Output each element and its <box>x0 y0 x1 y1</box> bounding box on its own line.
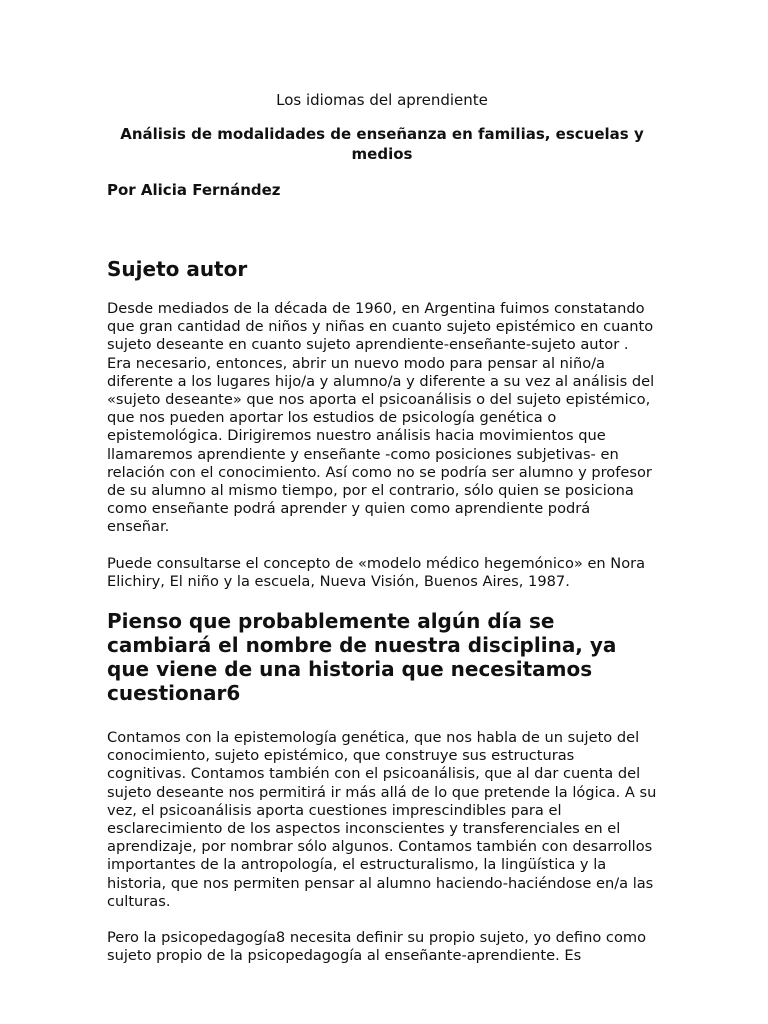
document-subtitle: Análisis de modalidades de enseñanza en familias, escuelas y medios <box>120 125 644 163</box>
body-paragraph-2: Puede consultarse el concepto de «modelo médico hegemónico» en Nora Elichiry, El niño y la escuela, Nueva Visión, Buenos Aires, 1987. <box>107 554 646 590</box>
section-heading-sujeto-autor: Sujeto autor <box>107 257 248 281</box>
body-paragraph-1: Desde mediados de la década de 1960, en Argentina fuimos constatando que gran cantidad de niños y niñas en cuanto sujeto epistémico en cuanto sujeto deseante en cuanto sujeto aprendiente-enseñante-sujeto autor . Era necesario, entonces, abrir un nuevo modo para pensar al niño/a diferente a los lugares hijo/a y alumno/a y diferente a su vez al análisis del «sujeto deseante» que nos aporta el psicoanálisis o del sujeto epistémico, que nos pueden aportar los estudios de psicología genética o epistemológica. Dirigiremos nuestro análisis hacia movimientos que llamaremos aprendiente y enseñante -como posiciones subjetivas- en relación con el conocimiento. Así como no se podría ser alumno y profesor de su alumno al mismo tiempo, por el contrario, sólo quien se posiciona como enseñante podrá aprender y quien como aprendiente podrá enseñar. <box>107 300 655 536</box>
document-author: Por Alicia Fernández <box>107 181 281 199</box>
document-title: Los idiomas del aprendiente <box>276 91 488 109</box>
body-paragraph-4: Pero la psicopedagogía8 necesita definir su propio sujeto, yo defino como sujeto propio de la psicopedagogía al enseñante-aprendiente. Es <box>107 929 647 965</box>
section-heading-disciplina: Pienso que probablemente algún día se cambiará el nombre de nuestra disciplina, ya que viene de una historia que necesitamos cuestionar6 <box>107 609 617 706</box>
body-paragraph-3: Contamos con la epistemología genética, que nos habla de un sujeto del conocimiento, sujeto epistémico, que construye sus estructuras cognitivas. Contamos también con el psicoanálisis, que al dar cuenta del sujeto deseante nos permitirá ir más allá de lo que pretende la lógica. A su vez, el psicoanálisis aporta cuestiones imprescindibles para el esclarecimiento de los aspectos inconscientes y transferenciales en el aprendizaje, por nombrar sólo algunos. Contamos también con desarrollos importantes de la antropología, el estructuralismo, la lingüística y la historia, que nos permiten pensar al alumno haciendo-haciéndose en/a las culturas. <box>107 729 657 910</box>
document-page <box>107 90 657 983</box>
